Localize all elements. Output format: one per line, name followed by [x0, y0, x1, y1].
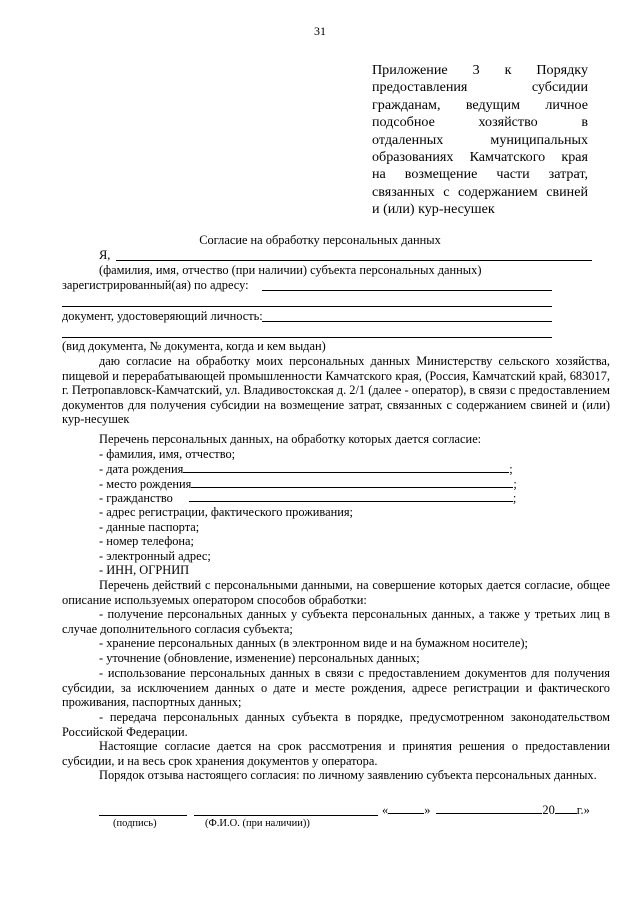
address-fill-line[interactable] [262, 290, 552, 291]
appendix-line: отдаленных муниципальных [372, 131, 588, 148]
signer-fio-line[interactable] [194, 815, 378, 816]
pd-item-inn: - ИНН, ОГРНИП [99, 563, 190, 577]
doc-caption: (вид документа, № документа, когда и кем выдан) [62, 339, 326, 353]
signature-line[interactable] [99, 815, 187, 816]
appendix-note [372, 62, 588, 219]
document-title: Согласие на обработку персональных данных [199, 233, 441, 247]
appendix-line: Приложение 3 к Порядку [372, 62, 588, 78]
actions-intro: Перечень действий с персональными данными, на совершение которых дается согласие, общее описание используемых оператором способов обработки: [62, 578, 610, 607]
fio-caption: (фамилия, имя, отчество (при наличии) субъекта персональных данных) [99, 263, 482, 277]
appendix-line: связанных с содержанием свиней [372, 183, 588, 200]
action-transfer: - передача персональных данных субъекта в порядке, предусмотренном законодательством Российской Федерации. [62, 710, 610, 739]
appendix-line: и (или) кур-несушек [372, 201, 495, 218]
document-fill-line-2[interactable] [62, 337, 552, 338]
page-number: 31 [314, 24, 326, 38]
document-fill-line[interactable] [262, 321, 552, 322]
citizenship-fill-line[interactable] [189, 490, 513, 502]
birth-date-fill-line[interactable] [183, 461, 509, 473]
pd-list-intro: Перечень персональных данных, на обработку которых дается согласие: [99, 432, 482, 446]
action-update: - уточнение (обновление, изменение) персональных данных; [99, 651, 420, 665]
address-fill-line-2[interactable] [62, 306, 552, 307]
action-store: - хранение персональных данных (в электронном виде и на бумажном носителе); [99, 636, 528, 650]
pd-item-label: - дата рождения [99, 462, 184, 476]
pd-item-passport: - данные паспорта; [99, 520, 200, 534]
date-month-fill-line[interactable] [436, 802, 542, 814]
date-day-fill-line[interactable] [388, 802, 424, 814]
date-year-fill-line[interactable] [555, 802, 577, 814]
pd-item-birth-date: - дата рождения ; [99, 462, 513, 476]
appendix-line: подсобное хозяйство в [372, 114, 588, 131]
pd-item-birth-place: - место рождения ; [99, 477, 517, 491]
document-label: документ, удостоверяющий личность: [62, 309, 263, 323]
action-use: - использование персональных данных в связи с предоставлением документов для получения субсидии, за исключением данных о дате и месте рождения, адресе регистрации и фактического проживания, паспортных данных; [62, 666, 610, 710]
pd-item-email: - электронный адрес; [99, 549, 211, 563]
action-receive: - получение персональных данных у субъекта персональных данных, а также у третьих лиц в случае дополнительного согласия субъекта; [62, 607, 610, 636]
i-label: Я, [99, 248, 111, 262]
pd-item-label: - место рождения [99, 477, 192, 491]
birth-place-fill-line[interactable] [191, 476, 513, 488]
validity-paragraph: Настоящие согласие дается на срок рассмотрения и принятия решения о предоставлении субсидии, и на весь срок хранения документов у оператора. [62, 739, 610, 768]
registered-label: зарегистрированный(ая) по адресу: [62, 278, 249, 292]
pd-item-address: - адрес регистрации, фактического проживания; [99, 505, 354, 519]
fio-fill-line[interactable] [116, 260, 592, 261]
appendix-line: гражданам, ведущим личное [372, 96, 588, 113]
appendix-line: образованиях Камчатского края [372, 149, 588, 166]
pd-item-phone: - номер телефона; [99, 534, 194, 548]
signer-fio-caption: (Ф.И.О. (при наличии)) [205, 818, 310, 829]
appendix-line: предоставления субсидии [372, 79, 588, 96]
pd-item-fio: - фамилия, имя, отчество; [99, 447, 236, 461]
date-field: « » 20 г.» [382, 803, 590, 817]
pd-item-label: - гражданство [99, 491, 173, 505]
signature-caption: (подпись) [113, 818, 157, 829]
revocation-paragraph: Порядок отзыва настоящего согласия: по личному заявлению субъекта персональных данных. [99, 768, 597, 782]
pd-item-citizenship: - гражданство ; [99, 491, 517, 505]
consent-paragraph: даю согласие на обработку моих персональных данных Министерству сельского хозяйства, пищевой и перерабатывающей промышленности Камчатского края, (Россия, Камчатский край, 683017, г. Петропавловск-Камчатский, ул. Владивостокская д. 2/1 (далее - оператор), в связи с предоставлением документов для получения субсидии на возмещение затрат, связанных с содержанием свиней и (или) кур-несушек [62, 354, 610, 427]
appendix-line: на возмещение части затрат, [372, 166, 588, 183]
